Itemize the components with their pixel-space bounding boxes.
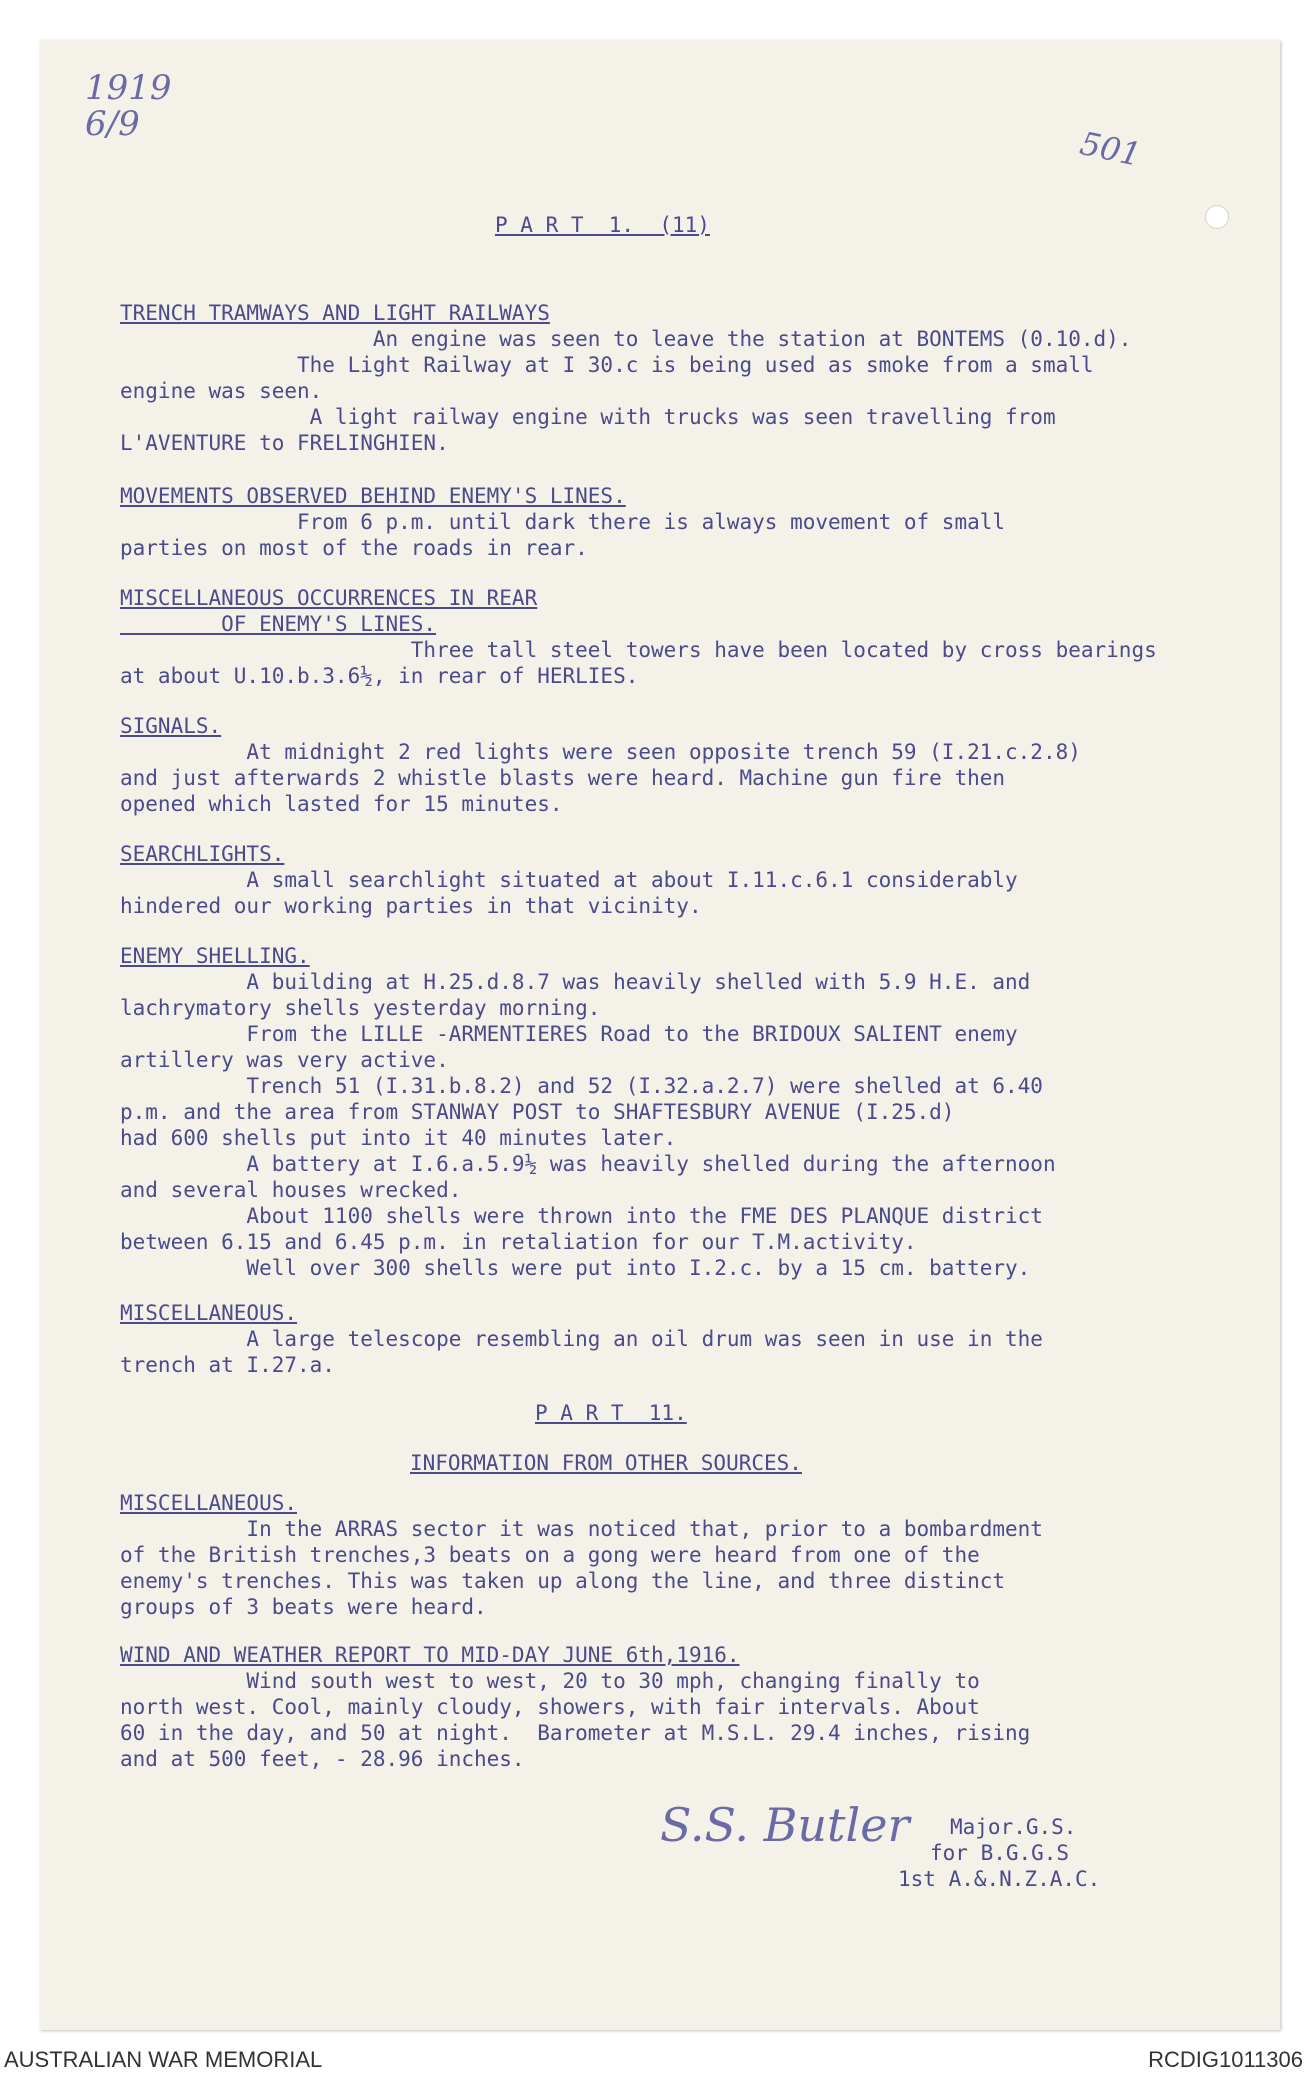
signature-unit: 1st A.&.N.Z.A.C. [898,1867,1101,1891]
document-page [40,40,1280,2030]
section-body-enemy-shelling: A building at H.25.d.8.7 was heavily shelled with 5.9 H.E. and [120,970,1031,994]
marginal-annotation-top-left: 1919 6/9 [85,68,172,144]
section-body-searchlights: hindered our working parties in that vicinity. [120,894,702,918]
section-body-tramways: A light railway engine with trucks was seen travelling from [120,405,1056,429]
section-body-enemy-shelling: p.m. and the area from STANWAY POST to SHAFTESBURY AVENUE (I.25.d) [120,1100,955,1124]
section-heading-miscellaneous: MISCELLANEOUS. [120,1301,298,1325]
section-body-signals: At midnight 2 red lights were seen opposite trench 59 (I.21.c.2.8) [120,740,1081,764]
section-body-enemy-shelling: had 600 shells put into it 40 minutes later. [120,1126,677,1150]
section-body-weather: north west. Cool, mainly cloudy, showers, with fair intervals. About [120,1695,980,1719]
signature-rank: Major.G.S. [950,1815,1077,1839]
section-body-signals: opened which lasted for 15 minutes. [120,792,563,816]
section-body-enemy-shelling: and several houses wrecked. [120,1178,462,1202]
section-body-enemy-shelling: About 1100 shells were thrown into the FME DES PLANQUE district [120,1204,1043,1228]
part1-title: P A R T 1. (11) [495,213,710,237]
section-body-weather: and at 500 feet, - 28.96 inches. [120,1747,525,1771]
part2-title: P A R T 11. [535,1401,687,1425]
section-body-weather: Wind south west to west, 20 to 30 mph, changing finally to [120,1669,980,1693]
section-body-signals: and just afterwards 2 whistle blasts were heard. Machine gun fire then [120,766,1006,790]
section-body-miscellaneous: A large telescope resembling an oil drum was seen in use in the [120,1327,1043,1351]
section-heading-other-miscellaneous: MISCELLANEOUS. [120,1491,298,1515]
section-body-other-miscellaneous: groups of 3 beats were heard. [120,1595,487,1619]
section-body-tramways: L'AVENTURE to FRELINGHIEN. [120,431,449,455]
handwritten-signature: S.S. Butler [660,1798,910,1852]
section-heading-movements: MOVEMENTS OBSERVED BEHIND ENEMY'S LINES. [120,484,626,508]
section-body-enemy-shelling: artillery was very active. [120,1048,449,1072]
section-heading-tramways: TRENCH TRAMWAYS AND LIGHT RAILWAYS [120,301,550,325]
section-body-rear-occurrences: Three tall steel towers have been located by cross bearings [120,638,1157,662]
punch-hole [1205,205,1229,229]
footer-archive-id: RCDIG1011306 [1148,2047,1303,2072]
section-body-movements: From 6 p.m. until dark there is always movement of small [120,510,1006,534]
section-body-weather: 60 in the day, and 50 at night. Barometer at M.S.L. 29.4 inches, rising [120,1721,1031,1745]
section-body-other-miscellaneous: enemy's trenches. This was taken up along the line, and three distinct [120,1569,1006,1593]
signature-for: for B.G.G.S [930,1841,1070,1865]
section-heading-signals: SIGNALS. [120,714,222,738]
section-heading-rear-occurrences: MISCELLANEOUS OCCURRENCES IN REAR OF ENEMY'S LINES. [120,586,538,636]
section-body-enemy-shelling: between 6.15 and 6.45 p.m. in retaliation for our T.M.activity. [120,1230,917,1254]
section-body-movements: parties on most of the roads in rear. [120,536,588,560]
section-body-other-miscellaneous: of the British trenches,3 beats on a gong were heard from one of the [120,1543,980,1567]
section-body-rear-occurrences: at about U.10.b.3.6½, in rear of HERLIES. [120,664,639,688]
section-body-miscellaneous: trench at I.27.a. [120,1353,335,1377]
section-body-tramways: An engine was seen to leave the station at BONTEMS (0.10.d). [120,327,1132,351]
section-heading-searchlights: SEARCHLIGHTS. [120,842,285,866]
section-heading-weather: WIND AND WEATHER REPORT TO MID-DAY JUNE 6th,1916. [120,1643,740,1667]
section-body-tramways: The Light Railway at I 30.c is being used as smoke from a small [120,353,1094,377]
section-body-enemy-shelling: A battery at I.6.a.5.9½ was heavily shelled during the afternoon [120,1152,1056,1176]
footer-archive-name: AUSTRALIAN WAR MEMORIAL [4,2047,323,2072]
section-body-tramways: engine was seen. [120,379,323,403]
section-body-enemy-shelling: lachrymatory shells yesterday morning. [120,996,601,1020]
section-body-other-miscellaneous: In the ARRAS sector it was noticed that, prior to a bombardment [120,1517,1043,1541]
section-body-searchlights: A small searchlight situated at about I.11.c.6.1 considerably [120,868,1018,892]
marginal-annotation-top-right: 501 [1076,124,1145,174]
section-body-enemy-shelling: Trench 51 (I.31.b.8.2) and 52 (I.32.a.2.7) were shelled at 6.40 [120,1074,1043,1098]
section-body-enemy-shelling: From the LILLE -ARMENTIERES Road to the BRIDOUX SALIENT enemy [120,1022,1018,1046]
part2-subtitle: INFORMATION FROM OTHER SOURCES. [410,1451,802,1475]
section-heading-enemy-shelling: ENEMY SHELLING. [120,944,310,968]
section-body-enemy-shelling: Well over 300 shells were put into I.2.c. by a 15 cm. battery. [120,1256,1031,1280]
